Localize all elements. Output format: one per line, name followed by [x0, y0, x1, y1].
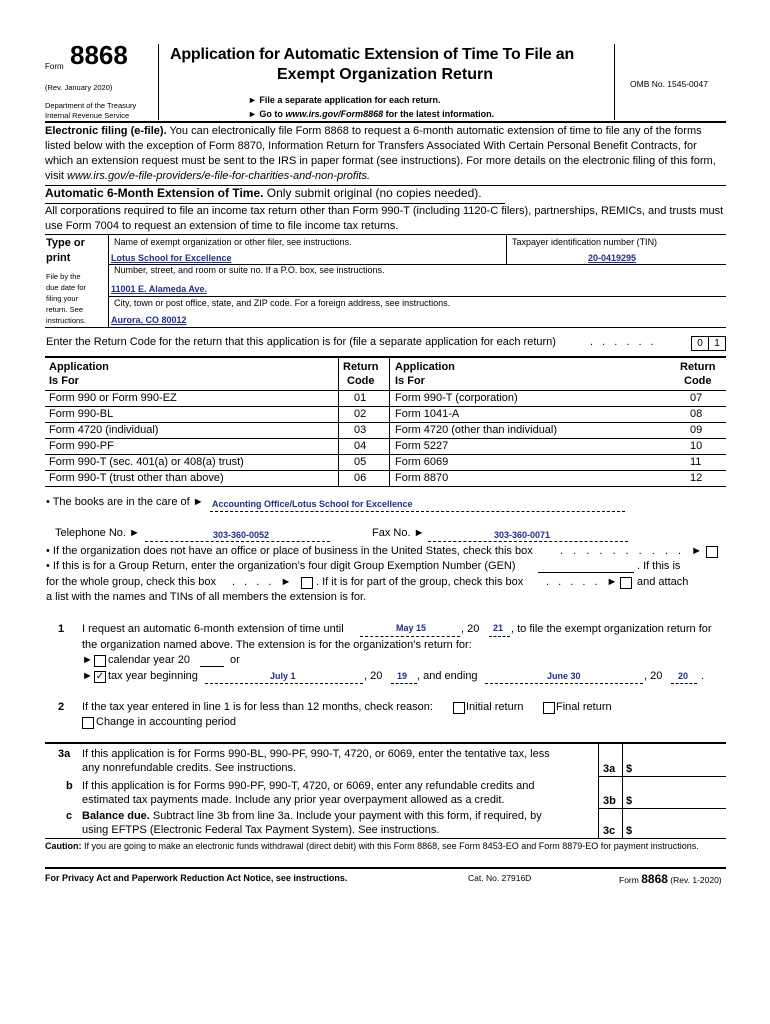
line3c-dollar: $ — [626, 825, 633, 837]
calendar-year-checkbox[interactable] — [94, 655, 106, 667]
final-return-checkbox[interactable] — [543, 702, 555, 714]
file-by-line5: instructions. — [46, 316, 87, 325]
org-name-label: Name of exempt organization or other filer, see instructions. — [114, 237, 352, 247]
attach-text: and attach — [637, 576, 689, 588]
line3c-number: c — [66, 810, 73, 822]
initial-return-label: Initial return — [466, 701, 524, 713]
tin-field[interactable]: 20-0419295 — [588, 253, 637, 263]
line1-text-c: , to file the exempt organization return for — [511, 623, 712, 635]
fax-label: Fax No. ► — [372, 527, 425, 539]
line2-number: 2 — [58, 701, 65, 713]
begin-20: , 20 — [364, 670, 383, 682]
street-label: Number, street, and room or suite no. If a P.O. box, see instructions. — [114, 265, 385, 275]
group-return-post: . If this is — [637, 560, 681, 572]
no-office-text: • If the organization does not have an office or place of business in the United States, check this box — [46, 545, 533, 557]
revision-date: (Rev. January 2020) — [45, 83, 113, 92]
line3b-number: b — [66, 780, 73, 792]
form-title-line2: Exempt Organization Return — [277, 66, 494, 83]
no-office-checkbox[interactable] — [706, 546, 718, 558]
efile-link[interactable]: www.irs.gov/e-file-providers/e-file-for-charities-and-non-profits. — [67, 170, 371, 182]
hdr-isfor-right: Is For — [395, 375, 425, 387]
footer-form-id: Form 8868 (Rev. 1-2020) — [619, 872, 722, 886]
form-word: Form — [45, 62, 64, 71]
table-row: Form 4720 (individual) 03 Form 4720 (other than individual) 09 — [45, 422, 726, 439]
table-row: Form 990-T (trust other than above) 06 Form 8870 12 — [45, 470, 726, 487]
line3a-number: 3a — [58, 748, 71, 760]
irs-form-link[interactable]: www.irs.gov/Form8868 — [285, 109, 384, 119]
line1-text-d: the organization named above. The extension is for the organization’s return for: — [82, 639, 472, 651]
no-office-dots: . . . . . . . . . . ► — [560, 545, 706, 557]
change-accounting-checkbox[interactable] — [82, 717, 94, 729]
whole-group-checkbox[interactable] — [301, 577, 313, 589]
hdr-return-left: Return — [343, 361, 379, 373]
instruction-separate: ► File a separate application for each return. — [248, 95, 441, 105]
tax-year-end-year-field[interactable]: 20 — [678, 671, 689, 681]
return-code-dots: . . . . . . — [590, 336, 657, 348]
table-row: Form 990-T (sec. 401(a) or 408(a) trust) 05 Form 6069 11 — [45, 454, 726, 471]
file-by-line2: due date for — [46, 283, 87, 292]
arrow-icon: ► — [82, 654, 93, 666]
privacy-notice: For Privacy Act and Paperwork Reduction Act Notice, see instructions. — [45, 873, 348, 883]
part-group-dots: . . . . . ► — [546, 576, 621, 588]
end-period: . — [701, 670, 705, 682]
fax-field[interactable]: 303-360-0071 — [494, 530, 551, 540]
department-line1: Department of the Treasury — [45, 101, 137, 110]
part-group-text: . If it is for part of the group, check this box — [316, 576, 524, 588]
efile-paragraph: Electronic filing (e-file). You can electronically file Form 8868 to request a 6-month automatic extension of time to file any of the forms listed below with the exception of Form 8870, Information Return for Transfers Associated With Certain Personal Benefit Contracts, for which an extension request must be sent to the IRS in paper format (see instructions). For more details on the electronic filing of this form, visit www.irs.gov/e-file-providers/e-file-for-charities-and-non-profits. — [45, 125, 716, 182]
group-return-text: • If this is for a Group Return, enter the organization’s four digit Group Exemption Number (GEN) — [46, 560, 516, 572]
tin-label: Taxpayer identification number (TIN) — [512, 237, 658, 247]
line3c-text1: Balance due. Subtract line 3b from line 3a. Include your payment with this form, if required, by — [82, 810, 542, 822]
file-by-line4: return. See — [46, 305, 84, 314]
return-codes-table — [45, 356, 726, 487]
hdr-code-left: Code — [347, 375, 375, 387]
hdr-return-right: Return — [680, 361, 716, 373]
hdr-isfor-left: Is For — [49, 375, 79, 387]
street-field[interactable]: 11001 E. Alameda Ave. — [111, 284, 208, 294]
line3b-text2: estimated tax payments made. Include any prior year overpayment allowed as a credit. — [82, 794, 505, 806]
table-row: Form 990-PF 04 Form 5227 10 — [45, 438, 726, 455]
attach-list-text: a list with the names and TINs of all members the extension is for. — [46, 591, 367, 603]
telephone-field[interactable]: 303-360-0052 — [213, 530, 270, 540]
arrow-icon: ► — [82, 670, 93, 682]
line3b-dollar: $ — [626, 795, 633, 807]
caution-paragraph: Caution: If you are going to make an electronic funds withdrawal (direct debit) with this Form 8868, see Form 8453-EO and Form 8879-EO for payment instructions. — [45, 841, 699, 851]
line1-text-a: I request an automatic 6-month extension of time until — [82, 623, 344, 635]
instruction-goto: ► Go to www.irs.gov/Form8868 for the latest information. — [248, 109, 495, 119]
books-care-label: • The books are in the care of ► — [46, 496, 204, 508]
catalog-number: Cat. No. 27916D — [468, 873, 532, 883]
tax-year-begin-field[interactable]: July 1 — [270, 671, 296, 681]
line3a-text2: any nonrefundable credits. See instructions. — [82, 762, 297, 774]
line1-number: 1 — [58, 623, 65, 635]
return-code-label: Enter the Return Code for the return that this application is for (file a separate application for each return) — [46, 336, 556, 348]
form-title-line1: Application for Automatic Extension of Time To File an — [170, 46, 575, 63]
line3b-text1: If this application is for Forms 990-PF, 990-T, 4720, or 6069, enter any refundable credits and — [82, 780, 535, 792]
hdr-code-right: Code — [684, 375, 712, 387]
line1-20: , 20 — [461, 623, 480, 635]
hdr-application-right: Application — [395, 361, 455, 373]
hdr-application-left: Application — [49, 361, 109, 373]
form-number: 8868 — [70, 40, 128, 70]
table-row: Form 990 or Form 990-EZ 01 Form 990-T (corporation) 07 — [45, 390, 726, 407]
line3a-box-label: 3a — [603, 763, 616, 775]
part-group-checkbox[interactable] — [620, 577, 632, 589]
return-code-digit2[interactable]: 1 — [708, 336, 726, 351]
ending-label: , and ending — [417, 670, 478, 682]
omb-number: OMB No. 1545-0047 — [630, 79, 708, 89]
whole-group-text: for the whole group, check this box — [46, 576, 216, 588]
end-20: , 20 — [644, 670, 663, 682]
efile-heading: Electronic filing (e-file). — [45, 125, 167, 137]
line2-text: If the tax year entered in line 1 is for less than 12 months, check reason: — [82, 701, 433, 713]
calendar-or: or — [230, 654, 240, 666]
telephone-label: Telephone No. ► — [55, 527, 140, 539]
line3b-box-label: 3b — [603, 795, 616, 807]
line3a-dollar: $ — [626, 763, 633, 775]
extension-year-field[interactable]: 21 — [493, 623, 504, 633]
books-care-field[interactable]: Accounting Office/Lotus School for Excellence — [212, 499, 413, 509]
file-by-line1: File by the — [46, 272, 81, 281]
line3c-box-label: 3c — [603, 825, 616, 837]
org-name-field[interactable]: Lotus School for Excellence — [111, 253, 232, 263]
line3a-text1: If this application is for Forms 990-BL, 990-PF, 990-T, 4720, or 6069, enter the tentative tax, less — [82, 748, 550, 760]
auto-extension-text: All corporations required to file an income tax return other than Form 990-T (including 1120-C filers), partnerships, REMICs, and trusts must use Form 7004 to request an extension of time to file income tax returns. — [45, 205, 724, 232]
tax-year-end-field[interactable]: June 30 — [547, 671, 581, 681]
initial-return-checkbox[interactable] — [453, 702, 465, 714]
whole-group-dots: . . . . ► — [232, 576, 295, 588]
city-label: City, town or post office, state, and ZIP code. For a foreign address, see instructions. — [114, 298, 451, 308]
extension-until-field[interactable]: May 15 — [396, 623, 427, 633]
department-line2: Internal Revenue Service — [45, 111, 130, 120]
return-code-digit1[interactable]: 0 — [691, 336, 709, 351]
table-row: Form 990-BL 02 Form 1041-A 08 — [45, 406, 726, 423]
calendar-year-label: calendar year 20 — [108, 654, 190, 666]
tax-year-checkbox[interactable]: ✓ — [95, 671, 105, 682]
line3c-text2: using EFTPS (Electronic Federal Tax Payment System). See instructions. — [82, 824, 440, 836]
type-or-label: Type or — [46, 237, 85, 249]
tax-year-begin-year-field[interactable]: 19 — [397, 671, 408, 681]
change-accounting-label: Change in accounting period — [96, 716, 237, 728]
auto-extension-heading: Automatic 6-Month Extension of Time. Only submit original (no copies needed). — [45, 186, 482, 200]
print-label: print — [46, 252, 71, 264]
file-by-line3: filing your — [46, 294, 79, 303]
final-return-label: Final return — [556, 701, 612, 713]
city-field[interactable]: Aurora, CO 80012 — [111, 315, 187, 325]
tax-year-label: tax year beginning — [108, 670, 198, 682]
